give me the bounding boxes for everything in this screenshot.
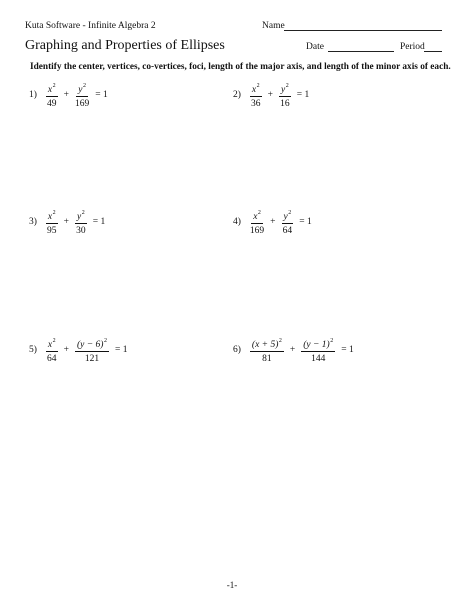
software-credit: Kuta Software - Infinite Algebra 2 bbox=[25, 21, 156, 31]
numerator: y bbox=[283, 212, 288, 222]
exponent: 2 bbox=[82, 83, 86, 89]
exponent: 2 bbox=[81, 210, 85, 216]
numerator: (y − 1) bbox=[303, 340, 330, 350]
exponent: 2 bbox=[278, 338, 282, 344]
problem-number: 3) bbox=[29, 217, 37, 227]
exponent: 2 bbox=[330, 338, 334, 344]
problem-number: 4) bbox=[233, 217, 241, 227]
problem-number: 2) bbox=[233, 90, 241, 100]
fraction-term-2 bbox=[75, 336, 109, 364]
plus-sign: + bbox=[63, 345, 69, 355]
numerator: x bbox=[47, 212, 53, 222]
numerator: y bbox=[281, 85, 286, 95]
plus-sign: + bbox=[63, 217, 69, 227]
name-blank-line bbox=[284, 30, 442, 31]
problem-4 bbox=[233, 208, 316, 236]
date-label: Date bbox=[306, 42, 324, 52]
fraction-term-1 bbox=[46, 81, 58, 109]
denominator: 36 bbox=[251, 99, 261, 109]
denominator: 64 bbox=[47, 354, 57, 364]
numerator: x bbox=[47, 340, 53, 350]
equals-one: = 1 bbox=[95, 90, 108, 100]
denominator: 16 bbox=[280, 99, 290, 109]
period-blank-line bbox=[424, 51, 442, 52]
exponent: 2 bbox=[52, 338, 56, 344]
exponent: 2 bbox=[288, 210, 292, 216]
numerator: x bbox=[253, 212, 258, 222]
fraction-term-2 bbox=[75, 208, 87, 236]
denominator: 64 bbox=[282, 226, 293, 236]
plus-sign: + bbox=[289, 345, 296, 355]
fraction-term-2 bbox=[279, 81, 291, 109]
numerator: (y − 6) bbox=[77, 340, 104, 350]
exponent: 2 bbox=[52, 210, 56, 216]
exponent: 2 bbox=[103, 338, 107, 344]
denominator: 95 bbox=[47, 226, 57, 236]
denominator: 121 bbox=[84, 354, 100, 364]
fraction-term-2 bbox=[301, 336, 335, 364]
equals-one: = 1 bbox=[114, 345, 128, 355]
numerator: x bbox=[47, 85, 53, 95]
numerator: x bbox=[251, 85, 257, 95]
problem-number: 6) bbox=[233, 345, 241, 355]
denominator: 81 bbox=[262, 354, 272, 364]
page-number: -1- bbox=[226, 580, 238, 590]
equals-one: = 1 bbox=[341, 345, 354, 355]
instructions: Identify the center, vertices, co-vertices, foci, length of the major axis, and length of the minor axis of each. bbox=[30, 62, 451, 72]
problem-1 bbox=[29, 81, 112, 109]
fraction-term-1 bbox=[250, 208, 264, 236]
denominator: 144 bbox=[311, 354, 326, 364]
fraction-term-1 bbox=[46, 336, 58, 364]
denominator: 49 bbox=[47, 99, 57, 109]
fraction-term-2 bbox=[282, 208, 294, 236]
numerator: y bbox=[77, 212, 82, 222]
plus-sign: + bbox=[63, 90, 69, 100]
fraction-term-1 bbox=[250, 336, 284, 364]
exponent: 2 bbox=[256, 83, 260, 89]
denominator: 30 bbox=[76, 226, 86, 236]
problem-5 bbox=[29, 336, 131, 364]
exponent: 2 bbox=[285, 83, 289, 89]
period-label: Period bbox=[400, 42, 425, 52]
fraction-term-1 bbox=[250, 81, 262, 109]
numerator: (x + 5) bbox=[251, 340, 279, 350]
problem-2 bbox=[233, 81, 313, 109]
fraction-term-1 bbox=[46, 208, 58, 236]
problem-3 bbox=[29, 208, 109, 236]
denominator: 169 bbox=[249, 226, 265, 236]
exponent: 2 bbox=[52, 83, 56, 89]
numerator: y bbox=[78, 85, 83, 95]
denominator: 169 bbox=[75, 99, 90, 109]
name-label: Name bbox=[262, 21, 285, 31]
equals-one: = 1 bbox=[299, 217, 312, 227]
exponent: 2 bbox=[257, 210, 261, 216]
problem-number: 1) bbox=[29, 90, 37, 100]
equals-one: = 1 bbox=[92, 217, 106, 227]
fraction-term-2 bbox=[75, 81, 89, 109]
equals-one: = 1 bbox=[296, 90, 310, 100]
plus-sign: + bbox=[267, 90, 273, 100]
problem-6 bbox=[233, 336, 358, 364]
worksheet-title: Graphing and Properties of Ellipses bbox=[25, 38, 225, 53]
plus-sign: + bbox=[270, 217, 276, 227]
problem-number: 5) bbox=[29, 345, 37, 355]
date-blank-line bbox=[328, 51, 394, 52]
